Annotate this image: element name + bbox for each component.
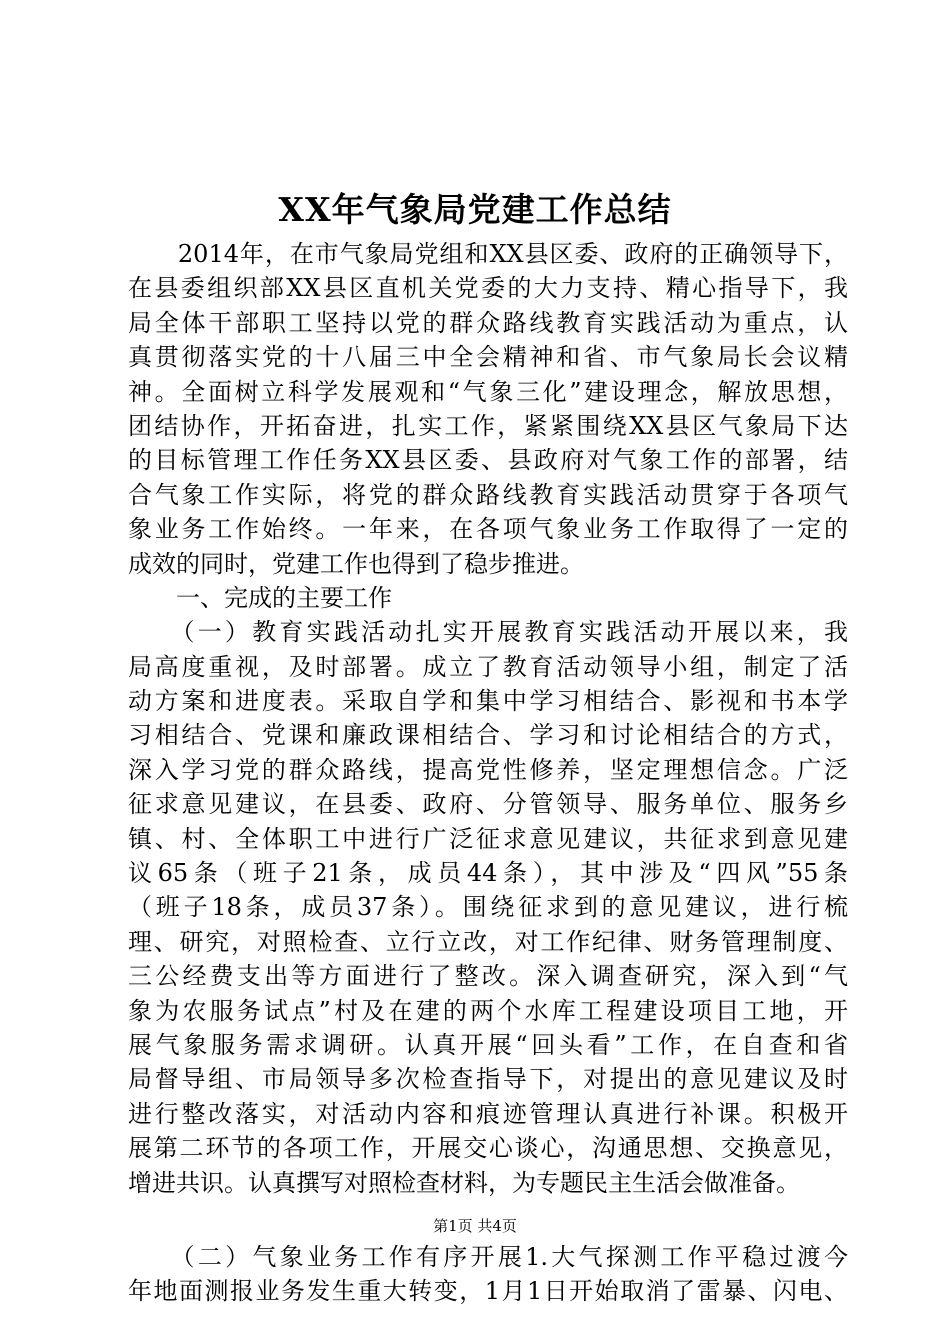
- paragraph-line: 局全体干部职工坚持以党的群众路线教育实践活动为重点，认: [128, 308, 848, 337]
- paragraph-line: 局督导组、市局领导多次检查指导下，对提出的意见建议及时: [128, 1065, 848, 1094]
- paragraph-line: 展气象服务需求调研。认真开展“回头看”工作，在自查和省: [128, 1030, 848, 1059]
- paragraph-line: 增进共识。认真撰写对照检查材料，为专题民主生活会做准备。: [128, 1168, 800, 1197]
- section-heading: 一、完成的主要工作: [128, 583, 392, 612]
- paragraph-line: 合气象工作实际，将党的群众路线教育实践活动贯穿于各项气: [128, 480, 848, 509]
- document-body: [128, 237, 848, 1309]
- document-title: XX年气象局党建工作总结: [278, 190, 672, 229]
- paragraph-line: 年地面测报业务发生重大转变，1月1日开始取消了雷暴、闪电、: [128, 1277, 848, 1306]
- paragraph-line: 深入学习党的群众路线，提高党性修养，坚定理想信念。广泛: [128, 755, 848, 784]
- paragraph-line: 三公经费支出等方面进行了整改。深入调查研究，深入到“气: [128, 962, 848, 991]
- paragraph-line: 动方案和进度表。采取自学和集中学习相结合、影视和书本学: [128, 687, 848, 716]
- paragraph-line: 神。全面树立科学发展观和“气象三化”建设理念，解放思想，: [128, 377, 848, 406]
- paragraph-line: 局高度重视，及时部署。成立了教育活动领导小组，制定了活: [128, 652, 848, 681]
- paragraph-line: 习相结合、党课和廉政课相结合、学习和讨论相结合的方式，: [128, 721, 848, 750]
- paragraph-line: 在县委组织部XX县区直机关党委的大力支持、精心指导下，我: [128, 274, 848, 303]
- paragraph-line: （一）教育实践活动扎实开展教育实践活动开展以来，我: [128, 618, 848, 647]
- page-footer: 第1页 共4页: [433, 1217, 517, 1235]
- paragraph-line: 理、研究，对照检查、立行立改，对工作纪律、财务管理制度、: [128, 927, 848, 956]
- paragraph-line: 团结协作，开拓奋进，扎实工作，紧紧围绕XX县区气象局下达: [128, 411, 848, 440]
- paragraph-line: 真贯彻落实党的十八届三中全会精神和省、市气象局长会议精: [128, 343, 848, 372]
- paragraph-line: 进行整改落实，对活动内容和痕迹管理认真进行补课。积极开: [128, 1099, 848, 1128]
- paragraph-line: （二）气象业务工作有序开展1.大气探测工作平稳过渡今: [128, 1242, 848, 1271]
- paragraph-line: 2014年，在市气象局党组和XX县区委、政府的正确领导下，: [128, 240, 848, 268]
- paragraph-line: 展第二环节的各项工作，开展交心谈心，沟通思想、交换意见，: [128, 1134, 848, 1163]
- paragraph-line: 象业务工作始终。一年来，在各项气象业务工作取得了一定的: [128, 515, 848, 544]
- paragraph-line: 的目标管理工作任务XX县区委、县政府对气象工作的部署，结: [128, 446, 848, 475]
- paragraph-line: 议65条（班子21条，成员44条），其中涉及“四风”55条: [128, 859, 848, 888]
- paragraph-line: 镇、村、全体职工中进行广泛征求意见建议，共征求到意见建: [128, 824, 848, 853]
- paragraph-line: （班子18条，成员37条）。围绕征求到的意见建议，进行梳: [128, 893, 848, 922]
- paragraph-line: 象为农服务试点”村及在建的两个水库工程建设项目工地，开: [128, 996, 848, 1025]
- paragraph-line: 征求意见建议，在县委、政府、分管领导、服务单位、服务乡: [128, 790, 848, 819]
- paragraph-line: 成效的同时，党建工作也得到了稳步推进。: [128, 549, 584, 578]
